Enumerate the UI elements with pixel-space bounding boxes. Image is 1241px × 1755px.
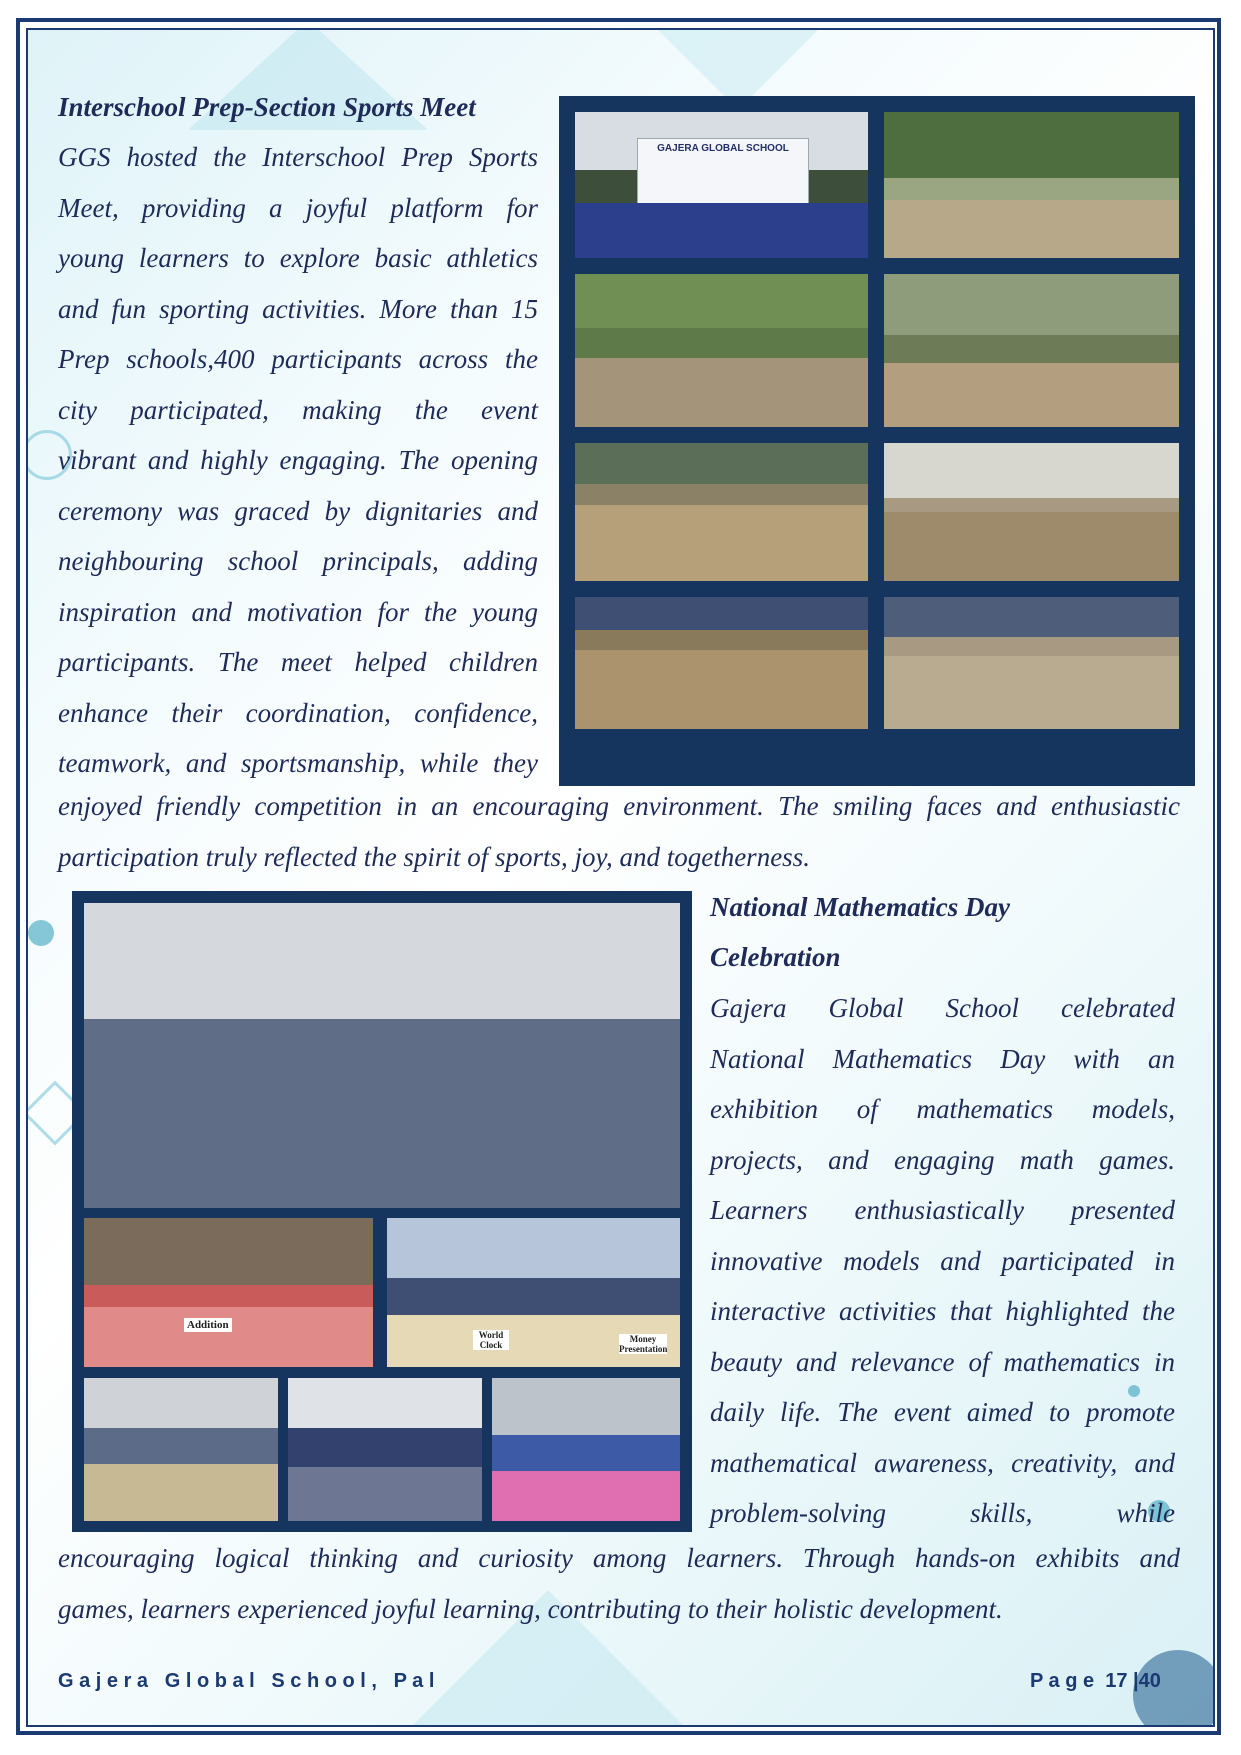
photo-cups-game: [84, 1378, 278, 1521]
text-line: vibrant and highly engaging. The opening: [58, 445, 538, 475]
math-day-paragraph-wide: [58, 1533, 1180, 1634]
photo-relay-track: [575, 443, 868, 581]
photo-children-running: [575, 274, 868, 427]
footer-page-number: P a g e 17 |40: [1030, 1670, 1161, 1692]
text-line: problem-solving skills, while: [710, 1498, 1175, 1528]
photo-sack-race-start: [884, 112, 1179, 258]
text-line: Gajera Global School celebrated: [710, 993, 1175, 1023]
photo-cone-obstacle: [884, 597, 1179, 729]
text-line: encouraging logical thinking and curiosity among learners. Through hands-on exhibits and: [58, 1543, 1180, 1573]
text-line: neighbouring school principals, adding: [58, 546, 538, 576]
photo-math-floor-game: [84, 903, 680, 1208]
text-line: enhance their coordination, confidence,: [58, 697, 538, 728]
photo-world-clock-money: [387, 1218, 680, 1367]
text-line: Learners enthusiastically presented: [710, 1195, 1175, 1225]
sports-meet-paragraph-wide: [58, 781, 1180, 882]
photo-colorful-model: [492, 1378, 680, 1521]
sports-meet-paragraph-narrow: [58, 132, 538, 789]
photo-opening-ceremony: [575, 112, 868, 258]
photo-sack-race-jump: [575, 597, 868, 729]
photo-board-game: [288, 1378, 482, 1521]
sign-world-clock: World Clock: [473, 1330, 509, 1350]
text-line: innovative models and participated in: [710, 1245, 1175, 1276]
math-day-heading: [710, 882, 1190, 982]
text-line: daily life. The event aimed to promote: [710, 1397, 1175, 1427]
photo-sack-race-line: [884, 274, 1179, 427]
photo-hurdle-race: [884, 443, 1179, 581]
text-line: young learners to explore basic athletics: [58, 243, 538, 273]
text-line: interactive activities that highlighted the: [710, 1296, 1175, 1326]
footer-school-name: G a j e r a G l o b a l S c h o o l , P a l: [58, 1670, 435, 1692]
text-line: projects, and engaging math games.: [710, 1144, 1175, 1175]
sports-meet-heading: Interschool Prep-Section Sports Meet: [58, 92, 476, 122]
text-line: and fun sporting activities. More than 15: [58, 293, 538, 324]
text-line: exhibition of mathematics models,: [710, 1094, 1175, 1124]
math-day-photo-collage: [72, 891, 692, 1532]
text-line: Prep schools,400 participants across the: [58, 344, 538, 374]
text-line: beauty and relevance of mathematics in: [710, 1346, 1175, 1377]
text-line: GGS hosted the Interschool Prep Sports: [58, 142, 538, 172]
banner-backdrop: [637, 138, 809, 210]
sign-money-presentation: Money Presentation: [619, 1334, 668, 1354]
math-day-heading-line2: Celebration: [710, 942, 841, 972]
text-line: inspiration and motivation for the young: [58, 596, 538, 627]
photo-addition-model: [84, 1218, 373, 1367]
text-line: National Mathematics Day with an: [710, 1043, 1175, 1074]
text-line: games, learners experienced joyful learning, contributing to their holistic development.: [58, 1593, 1003, 1624]
text-line: teamwork, and sportsmanship, while they: [58, 748, 538, 778]
banner-text: GAJERA GLOBAL SCHOOL: [657, 143, 789, 154]
text-line: ceremony was graced by dignitaries and: [58, 495, 538, 526]
text-line: city participated, making the event: [58, 394, 538, 425]
math-day-paragraph-narrow: [710, 983, 1175, 1539]
text-line: enjoyed friendly competition in an encouraging environment. The smiling faces and enthusiastic: [58, 791, 1180, 821]
text-line: participants. The meet helped children: [58, 647, 538, 677]
text-line: participation truly reflected the spirit of sports, joy, and togetherness.: [58, 841, 810, 872]
text-line: mathematical awareness, creativity, and: [710, 1447, 1175, 1478]
sports-meet-photo-collage: [559, 96, 1195, 786]
sign-addition: Addition: [184, 1318, 232, 1332]
decor-circle-left: [28, 920, 54, 946]
text-line: Meet, providing a joyful platform for: [58, 192, 538, 223]
math-day-heading-line1: National Mathematics Day: [710, 892, 1011, 922]
